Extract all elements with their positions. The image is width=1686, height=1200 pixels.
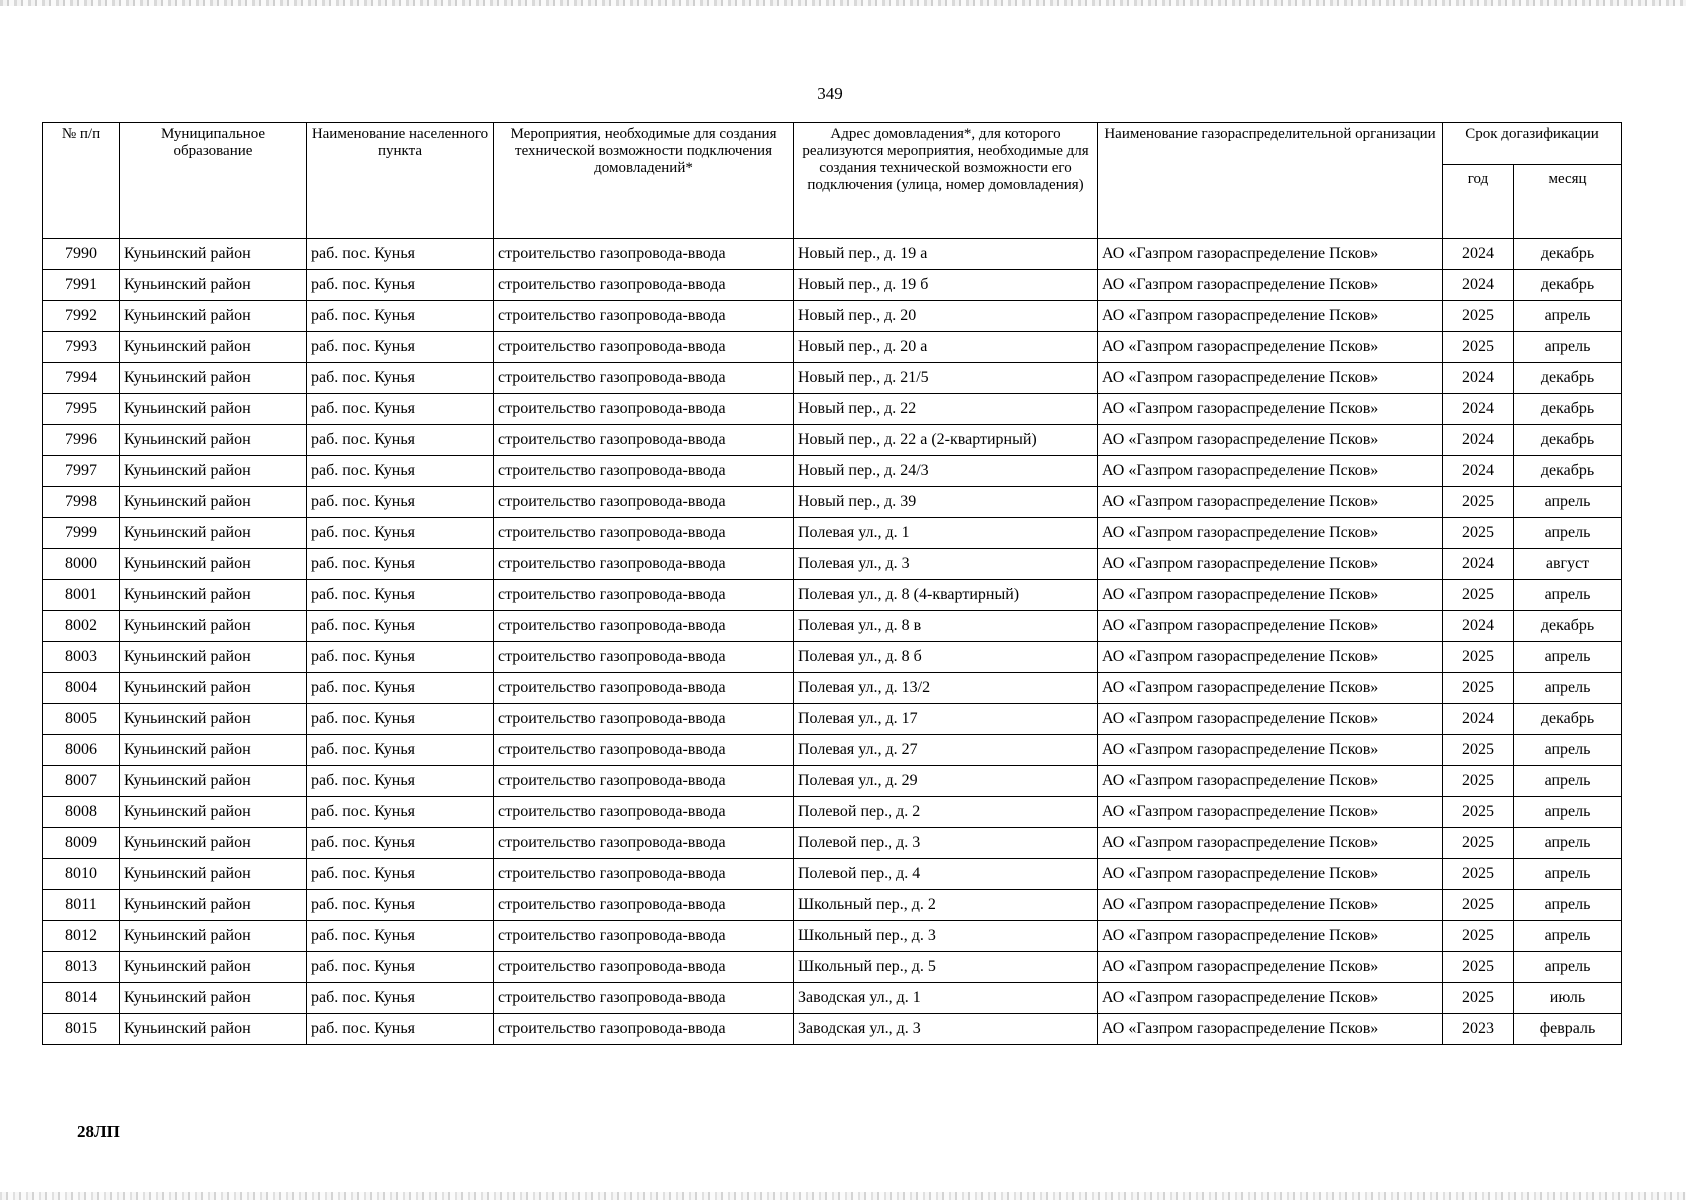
- cell-month: апрель: [1514, 580, 1622, 611]
- page-number: 349: [817, 84, 843, 103]
- cell-num: 8011: [43, 890, 120, 921]
- cell-municipality: Куньинский район: [120, 642, 307, 673]
- cell-measure: строительство газопровода-ввода: [494, 580, 794, 611]
- cell-month: апрель: [1514, 642, 1622, 673]
- cell-address: Полевой пер., д. 2: [794, 797, 1098, 828]
- cell-num: 8008: [43, 797, 120, 828]
- cell-organization: АО «Газпром газораспределение Псков»: [1098, 1014, 1443, 1045]
- cell-measure: строительство газопровода-ввода: [494, 983, 794, 1014]
- table-row: [43, 890, 1622, 921]
- cell-settlement: раб. пос. Кунья: [307, 487, 494, 518]
- cell-measure: строительство газопровода-ввода: [494, 239, 794, 270]
- cell-num: 8007: [43, 766, 120, 797]
- cell-year: 2025: [1443, 921, 1514, 952]
- cell-settlement: раб. пос. Кунья: [307, 735, 494, 766]
- cell-month: декабрь: [1514, 456, 1622, 487]
- cell-address: Полевая ул., д. 8 в: [794, 611, 1098, 642]
- cell-organization: АО «Газпром газораспределение Псков»: [1098, 704, 1443, 735]
- cell-municipality: Куньинский район: [120, 611, 307, 642]
- cell-measure: строительство газопровода-ввода: [494, 549, 794, 580]
- cell-num: 7996: [43, 425, 120, 456]
- cell-municipality: Куньинский район: [120, 673, 307, 704]
- cell-organization: АО «Газпром газораспределение Псков»: [1098, 270, 1443, 301]
- cell-settlement: раб. пос. Кунья: [307, 518, 494, 549]
- cell-month: апрель: [1514, 766, 1622, 797]
- cell-address: Полевая ул., д. 13/2: [794, 673, 1098, 704]
- cell-municipality: Куньинский район: [120, 828, 307, 859]
- cell-municipality: Куньинский район: [120, 983, 307, 1014]
- cell-year: 2025: [1443, 487, 1514, 518]
- cell-settlement: раб. пос. Кунья: [307, 580, 494, 611]
- cell-year: 2024: [1443, 425, 1514, 456]
- cell-num: 8002: [43, 611, 120, 642]
- cell-year: 2024: [1443, 270, 1514, 301]
- cell-organization: АО «Газпром газораспределение Псков»: [1098, 983, 1443, 1014]
- cell-settlement: раб. пос. Кунья: [307, 239, 494, 270]
- cell-month: апрель: [1514, 859, 1622, 890]
- cell-municipality: Куньинский район: [120, 735, 307, 766]
- cell-organization: АО «Газпром газораспределение Псков»: [1098, 332, 1443, 363]
- cell-address: Новый пер., д. 19 б: [794, 270, 1098, 301]
- cell-settlement: раб. пос. Кунья: [307, 270, 494, 301]
- cell-settlement: раб. пос. Кунья: [307, 983, 494, 1014]
- table-body: [43, 239, 1622, 1045]
- cell-year: 2023: [1443, 1014, 1514, 1045]
- cell-num: 8001: [43, 580, 120, 611]
- cell-municipality: Куньинский район: [120, 1014, 307, 1045]
- cell-num: 8005: [43, 704, 120, 735]
- cell-municipality: Куньинский район: [120, 921, 307, 952]
- cell-month: апрель: [1514, 952, 1622, 983]
- cell-organization: АО «Газпром газораспределение Псков»: [1098, 487, 1443, 518]
- header-municipality: Муниципальное образование: [120, 123, 307, 239]
- cell-municipality: Куньинский район: [120, 456, 307, 487]
- cell-num: 7990: [43, 239, 120, 270]
- cell-settlement: раб. пос. Кунья: [307, 859, 494, 890]
- header-organization: Наименование газораспределительной организации: [1098, 123, 1443, 239]
- cell-organization: АО «Газпром газораспределение Псков»: [1098, 394, 1443, 425]
- header-num: № п/п: [43, 123, 120, 239]
- cell-measure: строительство газопровода-ввода: [494, 456, 794, 487]
- cell-address: Новый пер., д. 22: [794, 394, 1098, 425]
- cell-address: Полевая ул., д. 8 (4-квартирный): [794, 580, 1098, 611]
- cell-settlement: раб. пос. Кунья: [307, 394, 494, 425]
- cell-measure: строительство газопровода-ввода: [494, 735, 794, 766]
- cell-month: август: [1514, 549, 1622, 580]
- header-year: год: [1443, 165, 1514, 239]
- cell-organization: АО «Газпром газораспределение Псков»: [1098, 518, 1443, 549]
- cell-organization: АО «Газпром газораспределение Псков»: [1098, 642, 1443, 673]
- cell-year: 2025: [1443, 859, 1514, 890]
- table-row: [43, 673, 1622, 704]
- table-row: [43, 456, 1622, 487]
- cell-num: 7999: [43, 518, 120, 549]
- cell-month: декабрь: [1514, 425, 1622, 456]
- table-row: [43, 363, 1622, 394]
- cell-measure: строительство газопровода-ввода: [494, 394, 794, 425]
- cell-year: 2024: [1443, 704, 1514, 735]
- cell-settlement: раб. пос. Кунья: [307, 425, 494, 456]
- header-settlement: Наименование населенного пункта: [307, 123, 494, 239]
- cell-num: 7997: [43, 456, 120, 487]
- cell-settlement: раб. пос. Кунья: [307, 828, 494, 859]
- cell-municipality: Куньинский район: [120, 549, 307, 580]
- cell-settlement: раб. пос. Кунья: [307, 301, 494, 332]
- cell-month: декабрь: [1514, 611, 1622, 642]
- cell-organization: АО «Газпром газораспределение Псков»: [1098, 797, 1443, 828]
- cell-settlement: раб. пос. Кунья: [307, 766, 494, 797]
- cell-measure: строительство газопровода-ввода: [494, 487, 794, 518]
- cell-organization: АО «Газпром газораспределение Псков»: [1098, 425, 1443, 456]
- cell-year: 2025: [1443, 518, 1514, 549]
- table-row: [43, 1014, 1622, 1045]
- cell-num: 8006: [43, 735, 120, 766]
- cell-organization: АО «Газпром газораспределение Псков»: [1098, 766, 1443, 797]
- table-row: [43, 828, 1622, 859]
- cell-month: апрель: [1514, 487, 1622, 518]
- cell-organization: АО «Газпром газораспределение Псков»: [1098, 735, 1443, 766]
- table-row: [43, 239, 1622, 270]
- cell-measure: строительство газопровода-ввода: [494, 642, 794, 673]
- cell-municipality: Куньинский район: [120, 332, 307, 363]
- cell-address: Новый пер., д. 20 а: [794, 332, 1098, 363]
- cell-settlement: раб. пос. Кунья: [307, 673, 494, 704]
- cell-month: апрель: [1514, 828, 1622, 859]
- cell-num: 8014: [43, 983, 120, 1014]
- cell-year: 2025: [1443, 673, 1514, 704]
- cell-month: декабрь: [1514, 704, 1622, 735]
- cell-year: 2024: [1443, 611, 1514, 642]
- cell-year: 2024: [1443, 239, 1514, 270]
- table-row: [43, 983, 1622, 1014]
- table-row: [43, 797, 1622, 828]
- cell-measure: строительство газопровода-ввода: [494, 673, 794, 704]
- cell-measure: строительство газопровода-ввода: [494, 425, 794, 456]
- cell-measure: строительство газопровода-ввода: [494, 952, 794, 983]
- cell-organization: АО «Газпром газораспределение Псков»: [1098, 673, 1443, 704]
- cell-address: Заводская ул., д. 3: [794, 1014, 1098, 1045]
- cell-month: апрель: [1514, 921, 1622, 952]
- cell-municipality: Куньинский район: [120, 704, 307, 735]
- scan-edge-top: [0, 0, 1686, 6]
- cell-organization: АО «Газпром газораспределение Псков»: [1098, 952, 1443, 983]
- table-row: [43, 704, 1622, 735]
- cell-municipality: Куньинский район: [120, 270, 307, 301]
- cell-month: февраль: [1514, 1014, 1622, 1045]
- cell-year: 2025: [1443, 301, 1514, 332]
- cell-month: декабрь: [1514, 239, 1622, 270]
- cell-year: 2024: [1443, 549, 1514, 580]
- cell-settlement: раб. пос. Кунья: [307, 549, 494, 580]
- cell-month: апрель: [1514, 735, 1622, 766]
- cell-address: Школьный пер., д. 5: [794, 952, 1098, 983]
- table-row: [43, 859, 1622, 890]
- cell-num: 8009: [43, 828, 120, 859]
- header-measures: Мероприятия, необходимые для создания технической возможности подключения домовладений*: [494, 123, 794, 239]
- cell-measure: строительство газопровода-ввода: [494, 890, 794, 921]
- cell-year: 2025: [1443, 766, 1514, 797]
- cell-municipality: Куньинский район: [120, 301, 307, 332]
- cell-municipality: Куньинский район: [120, 239, 307, 270]
- cell-settlement: раб. пос. Кунья: [307, 704, 494, 735]
- cell-measure: строительство газопровода-ввода: [494, 363, 794, 394]
- cell-municipality: Куньинский район: [120, 890, 307, 921]
- cell-month: апрель: [1514, 332, 1622, 363]
- header-address: Адрес домовладения*, для которого реализуются мероприятия, необходимые для создания технической возможности его подключения (улица, номер домовладения): [794, 123, 1098, 239]
- cell-settlement: раб. пос. Кунья: [307, 332, 494, 363]
- cell-num: 8004: [43, 673, 120, 704]
- cell-settlement: раб. пос. Кунья: [307, 890, 494, 921]
- cell-measure: строительство газопровода-ввода: [494, 518, 794, 549]
- cell-month: декабрь: [1514, 363, 1622, 394]
- cell-year: 2025: [1443, 735, 1514, 766]
- cell-municipality: Куньинский район: [120, 952, 307, 983]
- cell-measure: строительство газопровода-ввода: [494, 766, 794, 797]
- cell-address: Полевая ул., д. 1: [794, 518, 1098, 549]
- cell-organization: АО «Газпром газораспределение Псков»: [1098, 239, 1443, 270]
- cell-settlement: раб. пос. Кунья: [307, 611, 494, 642]
- cell-year: 2024: [1443, 456, 1514, 487]
- cell-num: 7995: [43, 394, 120, 425]
- cell-address: Новый пер., д. 22 а (2-квартирный): [794, 425, 1098, 456]
- cell-num: 8003: [43, 642, 120, 673]
- cell-address: Школьный пер., д. 2: [794, 890, 1098, 921]
- cell-organization: АО «Газпром газораспределение Псков»: [1098, 828, 1443, 859]
- cell-organization: АО «Газпром газораспределение Псков»: [1098, 921, 1443, 952]
- scan-edge-bottom: [0, 1192, 1686, 1200]
- cell-address: Новый пер., д. 39: [794, 487, 1098, 518]
- cell-organization: АО «Газпром газораспределение Псков»: [1098, 580, 1443, 611]
- cell-municipality: Куньинский район: [120, 394, 307, 425]
- cell-month: апрель: [1514, 301, 1622, 332]
- cell-measure: строительство газопровода-ввода: [494, 332, 794, 363]
- cell-organization: АО «Газпром газораспределение Псков»: [1098, 549, 1443, 580]
- cell-municipality: Куньинский район: [120, 487, 307, 518]
- cell-month: апрель: [1514, 673, 1622, 704]
- header-month: месяц: [1514, 165, 1622, 239]
- cell-month: июль: [1514, 983, 1622, 1014]
- cell-organization: АО «Газпром газораспределение Псков»: [1098, 301, 1443, 332]
- cell-num: 8012: [43, 921, 120, 952]
- gasification-table: [42, 122, 1622, 1045]
- cell-municipality: Куньинский район: [120, 518, 307, 549]
- cell-municipality: Куньинский район: [120, 580, 307, 611]
- cell-measure: строительство газопровода-ввода: [494, 828, 794, 859]
- table-row: [43, 518, 1622, 549]
- cell-address: Полевая ул., д. 29: [794, 766, 1098, 797]
- cell-settlement: раб. пос. Кунья: [307, 456, 494, 487]
- table-row: [43, 549, 1622, 580]
- cell-measure: строительство газопровода-ввода: [494, 1014, 794, 1045]
- cell-month: апрель: [1514, 518, 1622, 549]
- cell-address: Новый пер., д. 20: [794, 301, 1098, 332]
- table-row: [43, 611, 1622, 642]
- cell-num: 7998: [43, 487, 120, 518]
- cell-organization: АО «Газпром газораспределение Псков»: [1098, 859, 1443, 890]
- table-row: [43, 642, 1622, 673]
- table-row: [43, 394, 1622, 425]
- header-deadline: Срок догазификации: [1443, 123, 1622, 165]
- cell-measure: строительство газопровода-ввода: [494, 797, 794, 828]
- cell-month: апрель: [1514, 890, 1622, 921]
- cell-year: 2024: [1443, 363, 1514, 394]
- cell-measure: строительство газопровода-ввода: [494, 859, 794, 890]
- cell-address: Полевой пер., д. 4: [794, 859, 1098, 890]
- cell-num: 8010: [43, 859, 120, 890]
- cell-year: 2025: [1443, 332, 1514, 363]
- document-code: 28ЛП: [77, 1122, 120, 1141]
- table-row: [43, 766, 1622, 797]
- cell-municipality: Куньинский район: [120, 859, 307, 890]
- cell-address: Новый пер., д. 19 а: [794, 239, 1098, 270]
- cell-address: Новый пер., д. 24/3: [794, 456, 1098, 487]
- cell-measure: строительство газопровода-ввода: [494, 270, 794, 301]
- cell-municipality: Куньинский район: [120, 797, 307, 828]
- cell-settlement: раб. пос. Кунья: [307, 952, 494, 983]
- table-row: [43, 580, 1622, 611]
- cell-num: 8015: [43, 1014, 120, 1045]
- cell-month: декабрь: [1514, 270, 1622, 301]
- cell-organization: АО «Газпром газораспределение Псков»: [1098, 363, 1443, 394]
- cell-address: Полевая ул., д. 27: [794, 735, 1098, 766]
- table-row: [43, 332, 1622, 363]
- table-header: [43, 123, 1622, 239]
- cell-address: Полевая ул., д. 8 б: [794, 642, 1098, 673]
- table-row: [43, 425, 1622, 456]
- cell-year: 2025: [1443, 983, 1514, 1014]
- cell-address: Заводская ул., д. 1: [794, 983, 1098, 1014]
- table-row: [43, 270, 1622, 301]
- cell-month: апрель: [1514, 797, 1622, 828]
- cell-num: 7993: [43, 332, 120, 363]
- cell-measure: строительство газопровода-ввода: [494, 704, 794, 735]
- cell-settlement: раб. пос. Кунья: [307, 642, 494, 673]
- cell-settlement: раб. пос. Кунья: [307, 921, 494, 952]
- cell-year: 2025: [1443, 890, 1514, 921]
- cell-settlement: раб. пос. Кунья: [307, 363, 494, 394]
- cell-num: 8000: [43, 549, 120, 580]
- cell-organization: АО «Газпром газораспределение Псков»: [1098, 890, 1443, 921]
- cell-num: 7994: [43, 363, 120, 394]
- cell-municipality: Куньинский район: [120, 766, 307, 797]
- cell-municipality: Куньинский район: [120, 363, 307, 394]
- cell-measure: строительство газопровода-ввода: [494, 611, 794, 642]
- cell-month: декабрь: [1514, 394, 1622, 425]
- cell-organization: АО «Газпром газораспределение Псков»: [1098, 611, 1443, 642]
- cell-address: Школьный пер., д. 3: [794, 921, 1098, 952]
- cell-year: 2025: [1443, 580, 1514, 611]
- cell-year: 2025: [1443, 828, 1514, 859]
- cell-settlement: раб. пос. Кунья: [307, 797, 494, 828]
- table-row: [43, 487, 1622, 518]
- cell-measure: строительство газопровода-ввода: [494, 921, 794, 952]
- cell-num: 7991: [43, 270, 120, 301]
- cell-address: Полевой пер., д. 3: [794, 828, 1098, 859]
- cell-municipality: Куньинский район: [120, 425, 307, 456]
- cell-measure: строительство газопровода-ввода: [494, 301, 794, 332]
- table-row: [43, 735, 1622, 766]
- cell-address: Новый пер., д. 21/5: [794, 363, 1098, 394]
- cell-organization: АО «Газпром газораспределение Псков»: [1098, 456, 1443, 487]
- table-row: [43, 921, 1622, 952]
- cell-num: 8013: [43, 952, 120, 983]
- cell-settlement: раб. пос. Кунья: [307, 1014, 494, 1045]
- cell-year: 2025: [1443, 952, 1514, 983]
- cell-year: 2025: [1443, 797, 1514, 828]
- cell-num: 7992: [43, 301, 120, 332]
- cell-address: Полевая ул., д. 3: [794, 549, 1098, 580]
- cell-year: 2024: [1443, 394, 1514, 425]
- cell-address: Полевая ул., д. 17: [794, 704, 1098, 735]
- table-row: [43, 952, 1622, 983]
- table-row: [43, 301, 1622, 332]
- cell-year: 2025: [1443, 642, 1514, 673]
